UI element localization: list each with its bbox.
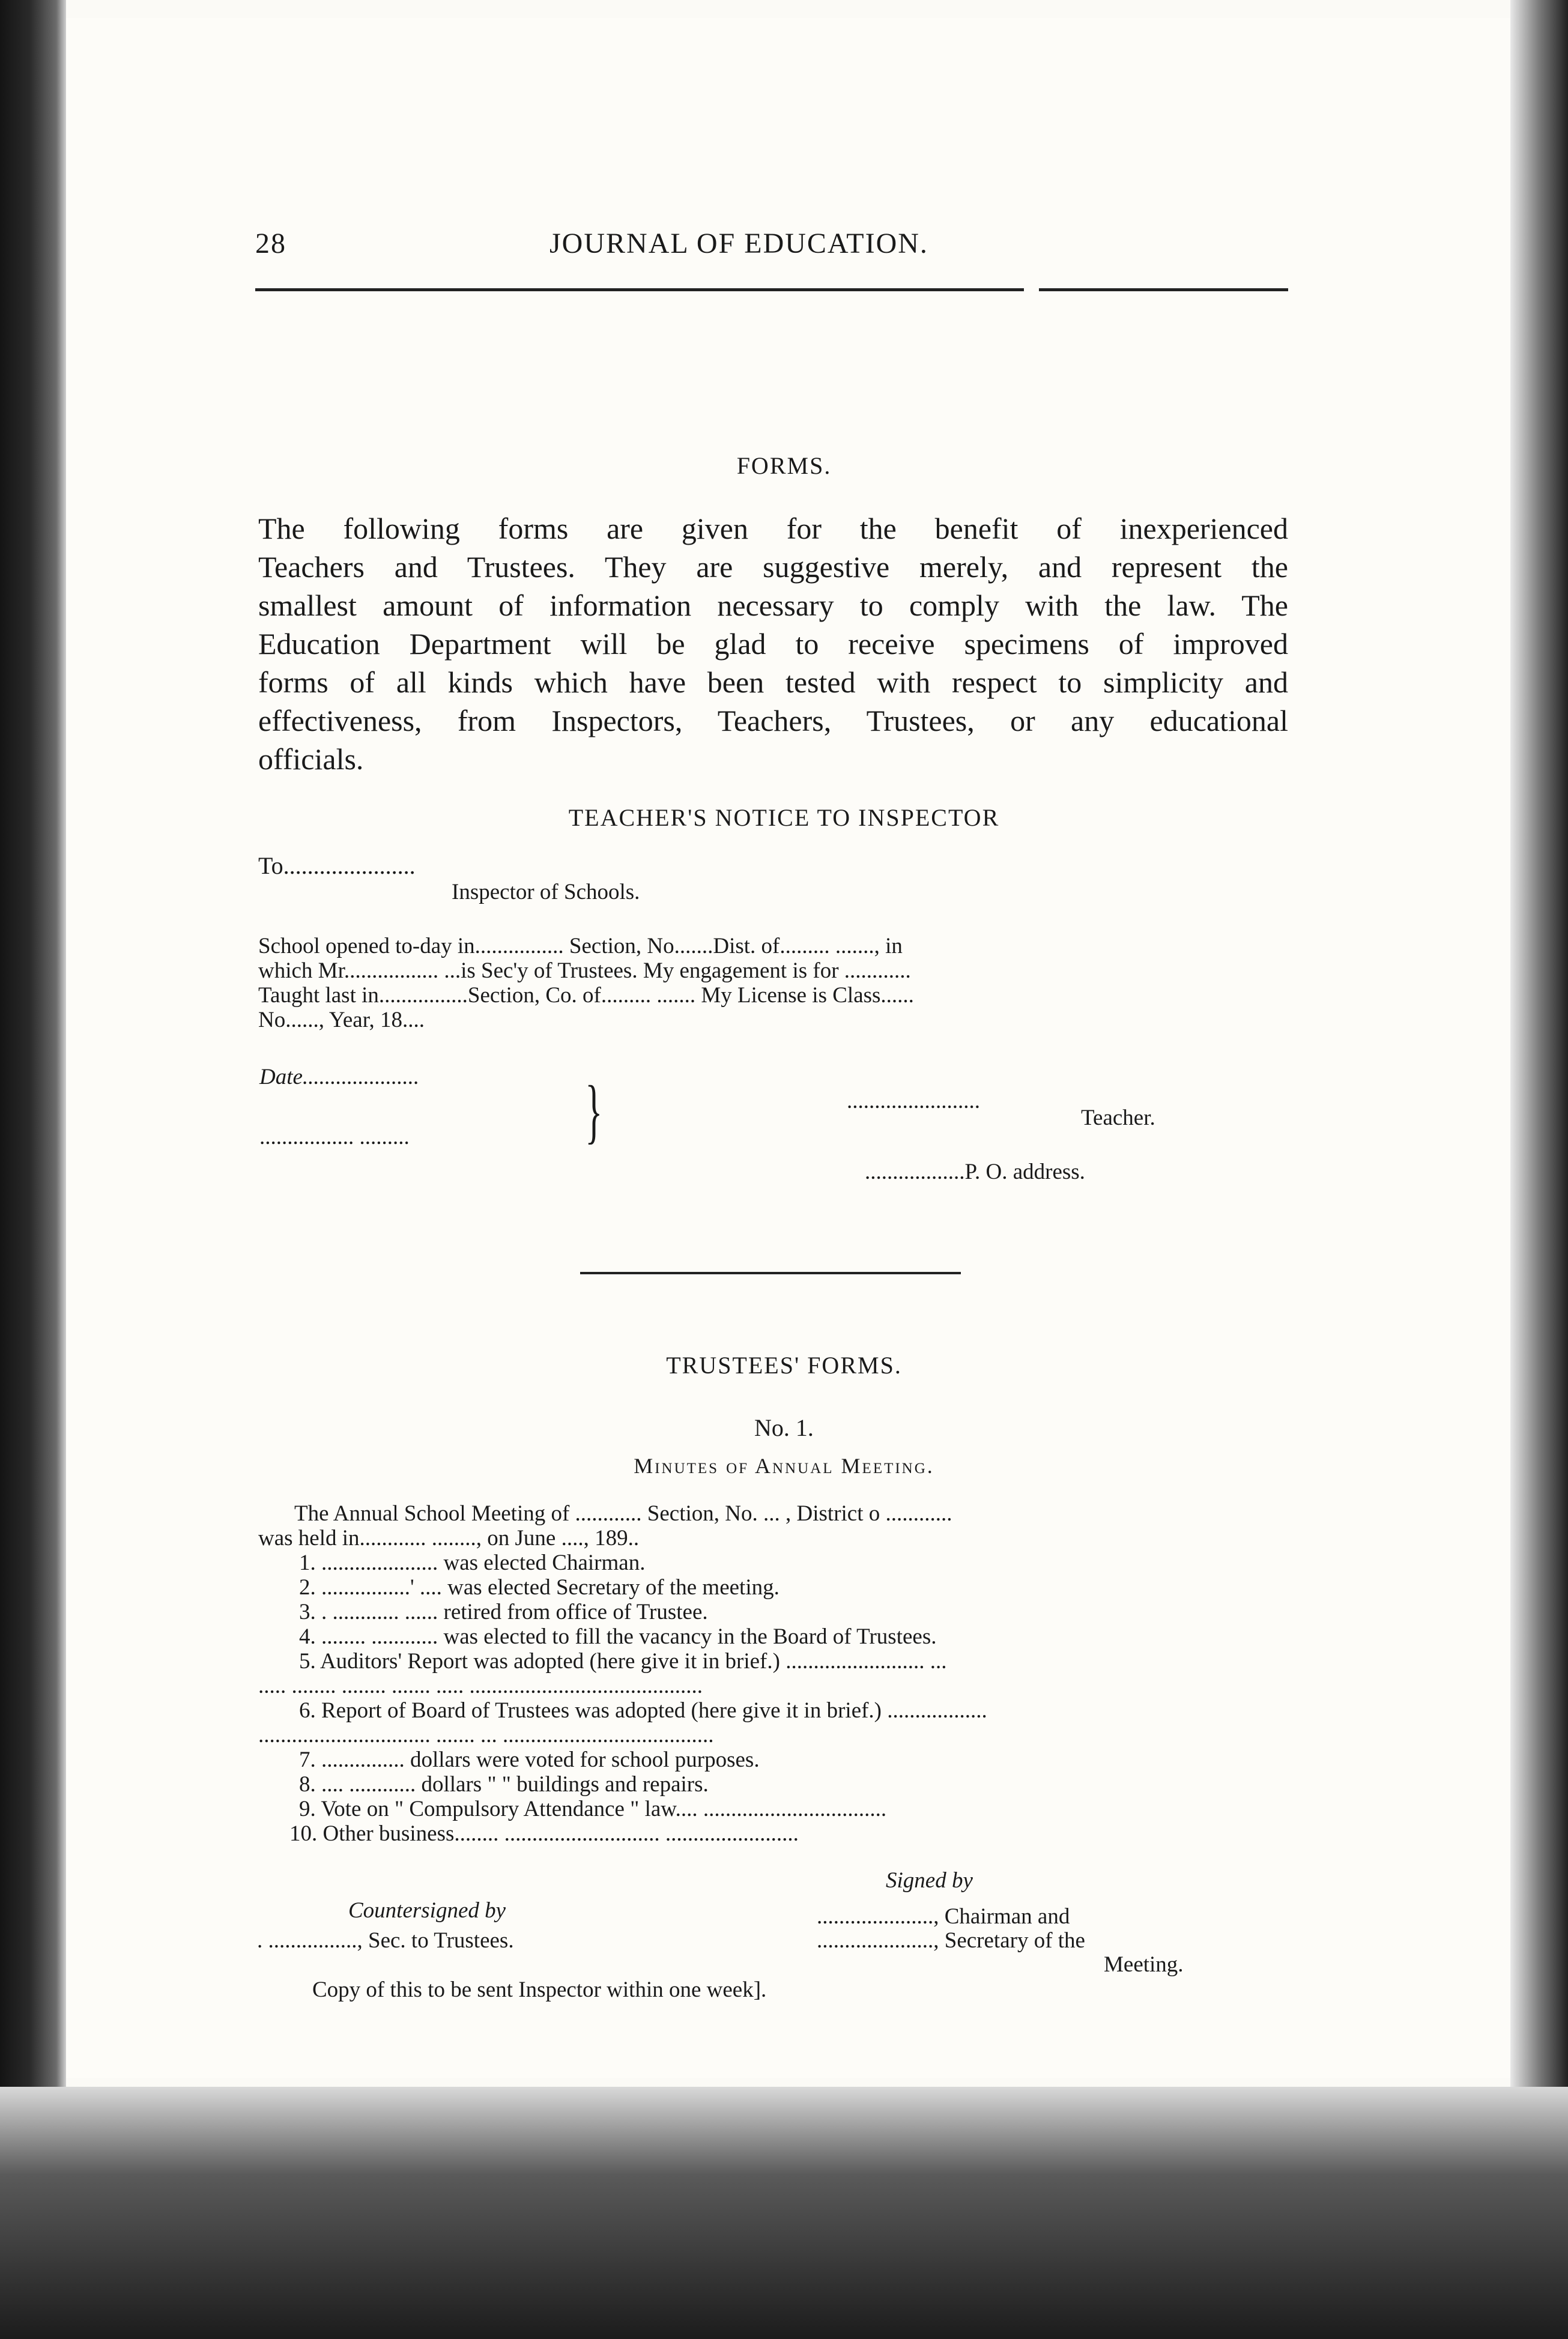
to-line: To...................... — [258, 852, 416, 879]
teacher-blank: ........................ — [847, 1089, 980, 1113]
intro-line: Education Department will be glad to receive specimens of improved — [258, 627, 1288, 661]
notice-line: School opened to-day in................ Section, No.......Dist. of......... ......., in — [258, 934, 903, 958]
journal-title: JOURNAL OF EDUCATION. — [549, 228, 928, 259]
secretary-line: ....................., Secretary of the — [817, 1928, 1085, 1953]
forms-heading: FORMS. — [736, 452, 832, 479]
teacher-label: Teacher. — [1081, 1106, 1155, 1130]
form-subtitle: Minutes of Annual Meeting. — [634, 1454, 934, 1478]
date-label: Date..................... — [259, 1065, 420, 1089]
countersigned-by: Countersigned by — [348, 1898, 506, 1923]
minutes-line: 7. ............... dollars were voted for school purposes. — [299, 1747, 760, 1772]
form-number: No. 1. — [754, 1414, 814, 1441]
trustees-heading: TRUSTEES' FORMS. — [666, 1352, 902, 1379]
inspector-line: Inspector of Schools. — [452, 880, 640, 904]
minutes-line: 6. Report of Board of Trustees was adopted (here give it in brief.) .................. — [299, 1698, 987, 1723]
po-address-line: ..................P. O. address. — [865, 1160, 1085, 1184]
minutes-line: 1. ..................... was elected Chairman. — [299, 1551, 646, 1575]
minutes-line: ............................... ....... ... ...................................... — [258, 1723, 714, 1747]
copy-note: Copy of this to be sent Inspector within one week]. — [312, 1977, 767, 2002]
intro-line: The following forms are given for the benefit of inexperienced — [258, 512, 1288, 545]
notice-line: No......, Year, 18.... — [258, 1008, 425, 1032]
header-rule-right — [1039, 288, 1288, 291]
section-divider — [580, 1272, 961, 1274]
running-head — [255, 227, 1288, 269]
minutes-line: 9. Vote on " Compulsory Attendance " law.... ................................. — [299, 1797, 887, 1821]
notice-line: Taught last in................Section, Co. of......... ....... My License is Class...... — [258, 983, 914, 1008]
intro-line: effectiveness, from Inspectors, Teachers, Trustees, or any educational — [258, 704, 1288, 737]
intro-line: officials. — [258, 742, 364, 776]
scan-bottom-edge — [0, 2087, 1568, 2339]
teacher-notice-heading: TEACHER'S NOTICE TO INSPECTOR — [568, 804, 1000, 831]
intro-line: smallest amount of information necessary to comply with the law. The — [258, 589, 1288, 622]
minutes-line: 3. . ............ ...... retired from office of Trustee. — [299, 1600, 708, 1624]
minutes-line: 10. Other business........ ............................ ........................ — [289, 1821, 799, 1846]
minutes-line: 5. Auditors' Report was adopted (here give it in brief.) ......................... ... — [299, 1649, 947, 1674]
page-number: 28 — [255, 228, 286, 259]
teacher-notice-body — [258, 934, 1288, 1032]
intro-paragraph — [258, 509, 1288, 778]
meeting-label: Meeting. — [1104, 1952, 1184, 1977]
chairman-line: ....................., Chairman and — [817, 1904, 1070, 1929]
scan-right-edge — [1510, 0, 1568, 2339]
signed-by: Signed by — [886, 1868, 973, 1893]
sec-trustees-line: . ................, Sec. to Trustees. — [257, 1928, 514, 1953]
scan-left-edge — [0, 0, 66, 2339]
brace: } — [585, 1071, 603, 1151]
minutes-line: 4. ........ ............ was elected to fill the vacancy in the Board of Trustees. — [299, 1624, 937, 1649]
notice-line: which Mr................. ...is Sec'y of Trustees. My engagement is for ............ — [258, 958, 911, 983]
minutes-line: 2. ................' .... was elected Secretary of the meeting. — [299, 1575, 779, 1600]
minutes-line: The Annual School Meeting of ............ Section, No. ... , District o ............ — [294, 1501, 952, 1526]
minutes-line: 8. .... ............ dollars " " buildings and repairs. — [299, 1772, 709, 1797]
date-blank: ................. ......... — [259, 1125, 410, 1149]
intro-line: forms of all kinds which have been tested with respect to simplicity and — [258, 665, 1288, 699]
minutes-line: ..... ........ ........ ....... ..... .......................................... — [258, 1674, 703, 1698]
intro-line: Teachers and Trustees. They are suggestive merely, and represent the — [258, 550, 1288, 584]
header-rule — [255, 288, 1024, 291]
minutes-body — [258, 1501, 1288, 1846]
minutes-line: was held in............ ........, on June ...., 189.. — [258, 1526, 640, 1551]
